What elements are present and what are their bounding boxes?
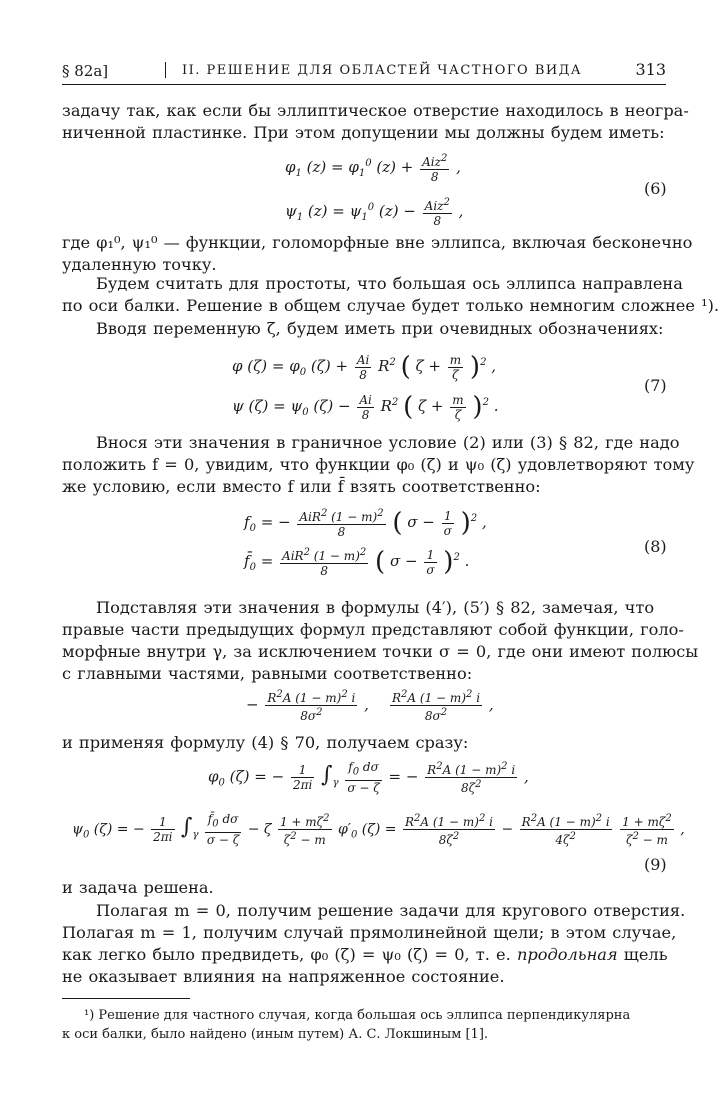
text-line: где φ₁⁰, ψ₁⁰ — функции, голоморфные вне эллипса, включая бесконечно xyxy=(62,233,693,252)
text-line: правые части предыдущих формул представляют собой функции, голо- xyxy=(62,620,684,639)
equation-7-label: (7) xyxy=(644,376,667,395)
text-fragment: щель xyxy=(623,945,668,964)
paragraph-7 xyxy=(62,732,666,754)
equation-9-line-1: $\varphi_0$ (ζ) = − $\frac{1}{2\pi i}$ $\int_\gamma$ $\frac{f_0 d\sigma}{\sigma - \zeta}$ = − $\frac{R^2A (1 - m)^2 i}{8\zeta^2}$ , xyxy=(208,760,529,795)
paragraph-9 xyxy=(62,900,686,988)
footnote-line: к оси балки, было найдено (иным путем) А. С. Локшиным [1]. xyxy=(62,1027,489,1042)
paragraph-3 xyxy=(62,273,720,317)
text-line: Полагая m = 1, получим случай прямолинейной щели; в этом случае, xyxy=(62,923,677,942)
equation-6-line-2: $\psi_1$ $(z) = \psi_1^0$ (z) − $\frac{Aiz^2}{8}$ , xyxy=(285,197,464,228)
footnote xyxy=(62,1006,666,1044)
equation-8-line-1: $f_0$ = − $\frac{AiR^2 (1 - m)^2}{8}$ ( σ − $\frac{1}{\sigma}$ )$^2$ , xyxy=(244,508,487,539)
text-fragment: как легко было предвидеть, φ₀ (ζ) = ψ₀ (ζ) = 0, т. е. xyxy=(62,945,511,964)
paragraph-5 xyxy=(62,432,695,498)
equation-9-label: (9) xyxy=(644,855,667,874)
text-line: ниченной пластинке. При этом допущении мы должны будем иметь: xyxy=(62,123,665,142)
text-line-mixed xyxy=(62,944,666,966)
equation-7-line-2: ψ $(\zeta) = \psi_0$ (ζ) − $\frac{Ai}{8}$ $R^2$ ( ζ + $\frac{m}{\zeta}$ )$^2$ . xyxy=(232,392,499,422)
paragraph-2 xyxy=(62,232,693,276)
equation-7-line-1: φ $(\zeta) = \varphi_0$ (ζ) + $\frac{Ai}{8}$ $R^2$ ( ζ + $\frac{m}{\zeta}$ )$^2$ , xyxy=(232,352,496,382)
header-divider xyxy=(165,62,166,78)
footnote-line: ¹) Решение для частного случая, когда большая ось эллипса перпендикулярна xyxy=(84,1008,631,1023)
emphasis-word: продольная xyxy=(516,945,618,964)
text-line: Внося эти значения в граничное условие (2) или (3) § 82, где надо xyxy=(96,433,680,452)
text-line: не оказывает влияния на напряженное состояние. xyxy=(62,967,505,986)
header-section: § 82a] xyxy=(62,62,109,80)
paragraph-1 xyxy=(62,100,689,144)
text-line: Подставляя эти значения в формулы (4′), (5′) § 82, замечая, что xyxy=(96,598,655,617)
text-line: Полагая m = 0, получим решение задачи для кругового отверстия. xyxy=(96,901,686,920)
equation-9-line-2: $\psi_0$ (ζ) = − $\frac{1}{2\pi i}$ $\int_\gamma$ $\frac{f̄_0 d\sigma}{\sigma - \zeta}$ − ζ $\frac{1 + m\zeta^2}{\zeta^2 - m}$ $\varphi'_0$ (ζ) = $\frac{R^2A (1 - m)^2 i}{8\zeta^2}$ − $\frac{R^2A (1 - m)^2 i}{4\zeta^2}$ $\frac{1 + m\zeta^2}{\zeta^2 - m}$ , xyxy=(72,812,685,847)
equation-6-label: (6) xyxy=(644,179,667,198)
paragraph-8 xyxy=(62,877,666,899)
running-header xyxy=(62,60,666,82)
text-line: положить f = 0, увидим, что функции φ₀ (ζ) и ψ₀ (ζ) удовлетворяют тому xyxy=(62,455,695,474)
header-title: II. РЕШЕНИЕ ДЛЯ ОБЛАСТЕЙ ЧАСТНОГО ВИДА xyxy=(182,63,583,78)
header-rule xyxy=(62,84,666,85)
paragraph-4 xyxy=(62,318,666,340)
equation-8-label: (8) xyxy=(644,537,667,556)
text-line: же условию, если вместо f или f̄ взять соответственно: xyxy=(62,477,541,496)
equation-8-line-2: $f̄_0$ = $\frac{AiR^2 (1 - m)^2}{8}$ ( σ − $\frac{1}{\sigma}$ )$^2$ . xyxy=(244,547,470,578)
text-line: и задача решена. xyxy=(62,878,214,897)
equation-6-line-1: $\varphi_1$ $(z) = \varphi_1^0$ (z) + $\frac{Aiz^2}{8}$ , xyxy=(285,153,461,184)
text-line: с главными частями, равными соответственно: xyxy=(62,664,473,683)
text-line: по оси балки. Решение в общем случае будет только немногим сложнее ¹). xyxy=(62,296,720,315)
page-number: 313 xyxy=(635,60,666,79)
paragraph-6 xyxy=(62,597,699,685)
text-line: удаленную точку. xyxy=(62,255,217,274)
text-line: морфные внутри γ, за исключением точки σ = 0, где они имеют полюсы xyxy=(62,642,699,661)
footnote-rule xyxy=(62,998,190,999)
text-line: и применяя формулу (4) § 70, получаем сразу: xyxy=(62,733,469,752)
text-line: задачу так, как если бы эллиптическое отверстие находилось в неогра- xyxy=(62,101,689,120)
principal-parts-formula: − $\frac{R^2A (1 - m)^2 i}{8\sigma^2}$ , $\frac{R^2A (1 - m)^2 i}{8\sigma^2}$ , xyxy=(246,689,494,723)
text-line: Будем считать для простоты, что большая ось эллипса направлена xyxy=(96,274,683,293)
text-line: Вводя переменную ζ, будем иметь при очевидных обозначениях: xyxy=(96,319,664,338)
